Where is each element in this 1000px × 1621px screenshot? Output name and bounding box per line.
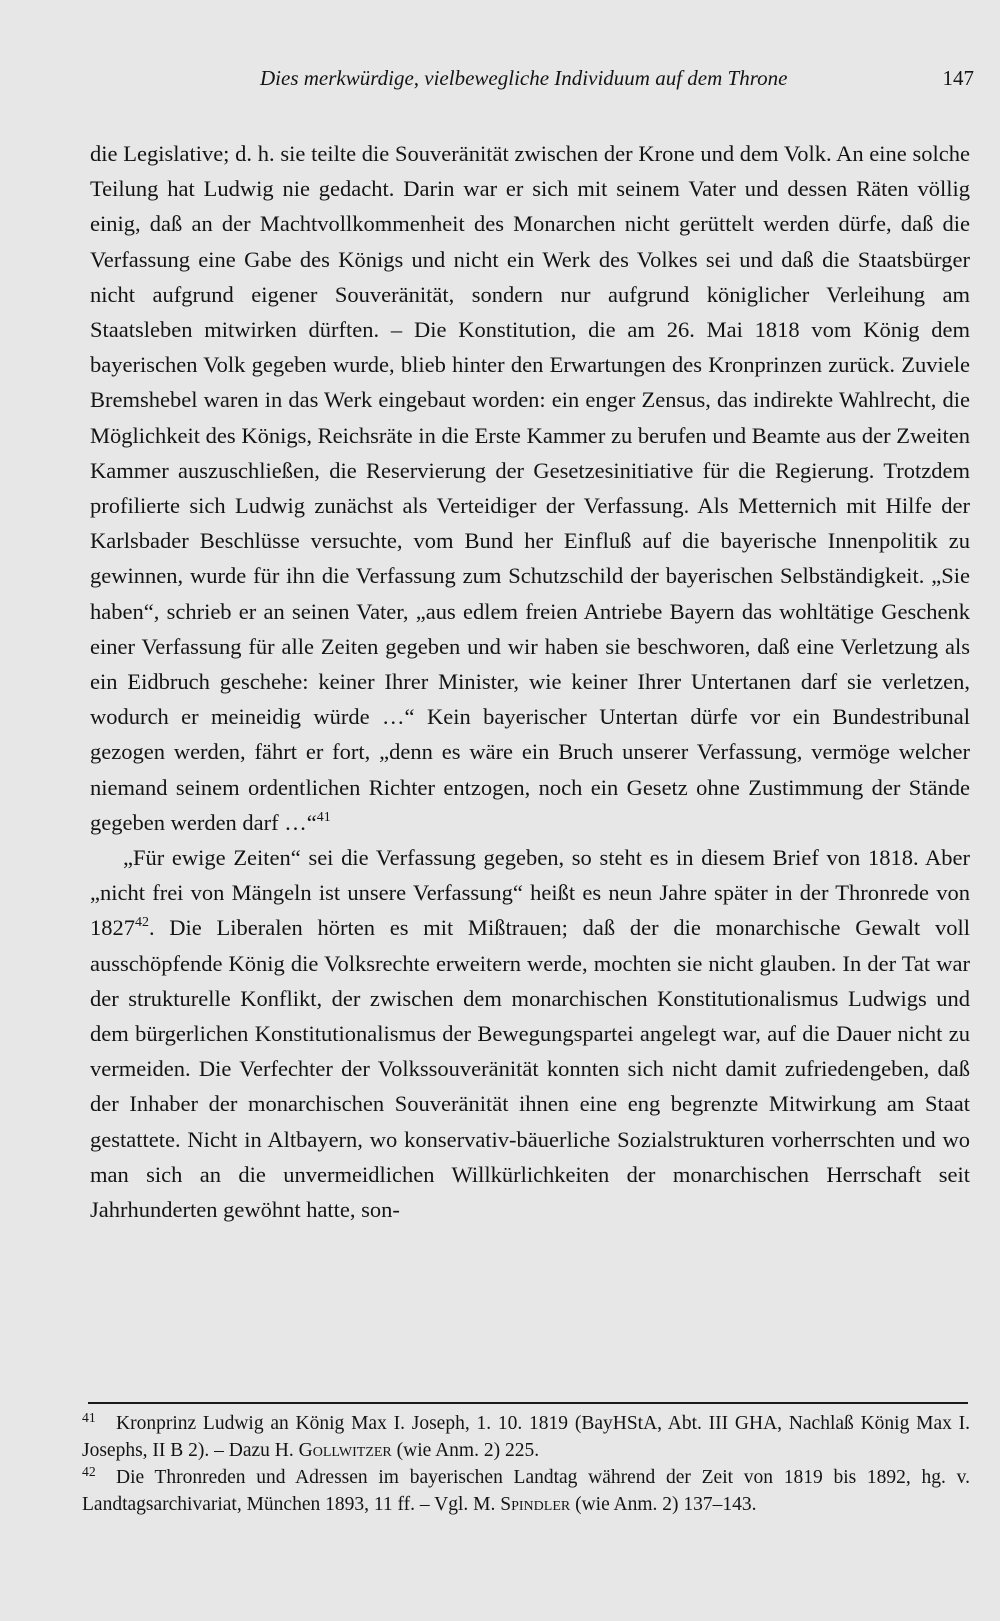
paragraph bbox=[90, 136, 970, 840]
paragraph-text: . Die Liberalen hörten es mit Mißtrauen; daß der die monarchische Gewalt voll ausschöpfende König die Volksrechte erweitern werde, mochten sie nicht glauben. In der Tat war der strukturelle Konflikt, der zwischen dem monarchischen Konstitutionalismus Ludwigs und dem bürgerlichen Konstitutionalismus der Bewegungspartei angelegt war, auf die Dauer nicht zu vermeiden. Die Verfechter der Volkssouveränität konnten sich nicht damit zufriedengeben, daß der Inhaber der monarchischen Souveränität ihnen eine eng begrenzte Mitwirkung am Staat gestattete. Nicht in Altbayern, wo konservativ-bäuerliche Sozialstrukturen vorherrschten und wo man sich an die unvermeidlichen Willkürlichkeiten der monarchischen Herrschaft seit Jahrhunderten gewöhnt hatte, son- bbox=[90, 915, 970, 1223]
footnote-reference: 42 bbox=[135, 915, 149, 931]
footnote: 42 Die Thronreden und Adressen im bayerischen Landtag während der Zeit von 1819 bis 1892, hg. v. Landtagsarchivariat, München 1893, 11 ff. – Vgl. M. Spindler (wie Anm. 2) 137–143. bbox=[82, 1463, 970, 1515]
running-header-title: Dies merkwürdige, vielbewegliche Individuum auf dem Throne bbox=[260, 66, 788, 90]
body-text bbox=[90, 136, 970, 1227]
paragraph-text: die Legislative; d. h. sie teilte die Souveränität zwischen der Krone und dem Volk. An eine solche Teilung hat Ludwig nie gedacht. Darin war er sich mit seinem Vater und dessen Räten völlig einig, daß an der Machtvollkommenheit des Monarchen nicht gerüttelt werden dürfe, daß die Verfassung eine Gabe des Königs und nicht ein Werk des Volkes sei und daß die Staatsbürger nicht aufgrund eigener Souveränität, sondern nur aufgrund königlicher Verleihung am Staatsleben mitwirken dürften. – Die Konstitution, die am 26. Mai 1818 vom König dem bayerischen Volk gegeben wurde, blieb hinter den Erwartungen des Kronprinzen zurück. Zuviele Bremshebel waren in das Werk eingebaut worden: ein enger Zensus, das indirekte Wahlrecht, die Möglichkeit des Königs, Reichsräte in die Erste Kammer zu berufen und Beamte aus der Zweiten Kammer auszuschließen, die Reservierung der Gesetzesinitiative für die Regierung. Trotzdem profilierte sich Ludwig zunächst als Verteidiger der Verfassung. Als Metternich mit Hilfe der Karlsbader Beschlüsse versuchte, vom Bund her Einfluß auf die bayerische Innenpolitik zu gewinnen, wurde für ihn die Verfassung zum Schutzschild der bayerischen Selbständigkeit. „Sie haben“, schrieb er an seinen Vater, „aus edlem freien Antriebe Bayern das wohltätige Geschenk einer Verfassung für alle Zeiten gegeben und wir haben sie beschworen, daß eine Verletzung als ein Eidbruch geschehe: keiner Ihrer Minister, wie keiner Ihrer Untertanen darf sie verletzen, wodurch er meineidig würde …“ Kein bayerischer Untertan dürfe vor ein Bundestribunal gezogen werden, fährt er fort, „denn es wäre ein Bruch unserer Verfassung, vermöge welcher niemand seinem ordentlichen Richter entzogen, noch ein Gesetz ohne Zustimmung der Stände gegeben werden darf …“ bbox=[90, 141, 970, 835]
footnote: 41 Kronprinz Ludwig an König Max I. Joseph, 1. 10. 1819 (BayHStA, Abt. III GHA, Nachlaß König Max I. Josephs, II B 2). – Dazu H. Gollwitzer (wie Anm. 2) 225. bbox=[82, 1409, 970, 1461]
footnote-text: Die Thronreden und Adressen im bayerischen Landtag während der Zeit von 1819 bis 1892, hg. v. Landtagsarchivariat, München 1893, 11 ff. – Vgl. M. bbox=[82, 1467, 970, 1515]
running-header bbox=[90, 66, 974, 102]
footnote-author: Spindler bbox=[500, 1494, 571, 1515]
paragraph bbox=[90, 840, 970, 1227]
footnote-text: (wie Anm. 2) 137–143. bbox=[570, 1494, 757, 1515]
footnote-author: Gollwitzer bbox=[298, 1440, 392, 1461]
footnote-divider bbox=[88, 1402, 968, 1404]
paragraph-text: „Für ewige Zeiten“ sei die Verfassung gegeben, so steht es in diesem Brief von 1818. Aber „nicht frei von Mängeln ist unsere Verfassung“ heißt es neun Jahre später in der Thronrede von 1827 bbox=[90, 845, 970, 941]
footnotes bbox=[82, 1410, 970, 1518]
footnote-text: Kronprinz Ludwig an König Max I. Joseph, 1. 10. 1819 (BayHStA, Abt. III GHA, Nachlaß König Max I. Josephs, II B 2). – Dazu H. bbox=[82, 1413, 970, 1461]
footnote-text: (wie Anm. 2) 225. bbox=[391, 1440, 540, 1461]
page-number: 147 bbox=[942, 66, 974, 90]
footnote-reference: 41 bbox=[316, 809, 331, 825]
